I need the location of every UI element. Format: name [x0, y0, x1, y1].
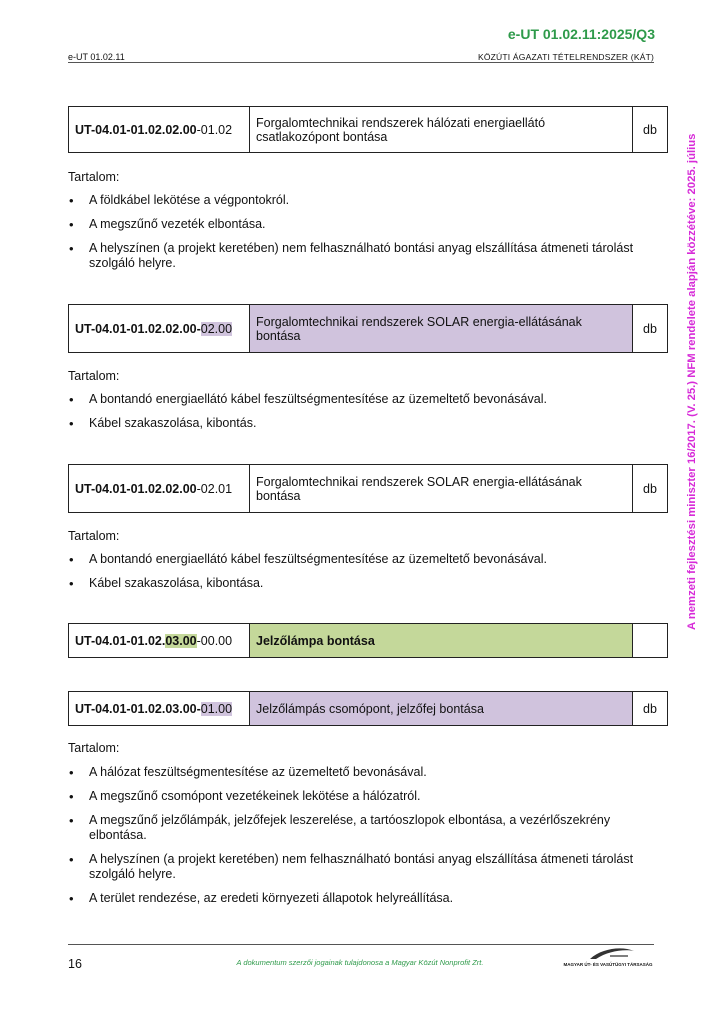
item-code: UT-04.01-01.02.02.00-01.02 [69, 107, 250, 153]
list-item: • Kábel szakaszolása, kibontás. [68, 416, 653, 431]
bullet-list [68, 552, 653, 600]
copyright-note: A dokumentum szerzői jogainak tulajdonosa a Magyar Közút Nonprofit Zrt. [236, 958, 484, 967]
item-code: UT-04.01-01.02.03.00-00.00 [69, 624, 250, 658]
content-label: Tartalom: [68, 741, 120, 755]
list-item: • A megszűnő csomópont vezetékeinek lekötése a hálózatról. [68, 789, 653, 804]
item-unit: db [633, 305, 668, 353]
item-title: Jelzőlámpás csomópont, jelzőfej bontása [250, 692, 633, 726]
content-label: Tartalom: [68, 170, 120, 184]
item-code: UT-04.01-01.02.02.00-02.00 [69, 305, 250, 353]
list-item: • A bontandó energiaellátó kábel feszültségmentesítése az üzemeltető bevonásával. [68, 392, 653, 407]
item-unit: db [633, 465, 668, 513]
header-right: KÖZÚTI ÁGAZATI TÉTELRENDSZER (KÁT) [477, 52, 654, 62]
item-table [68, 691, 668, 726]
item-unit [633, 624, 668, 658]
item-title: Forgalomtechnikai rendszerek SOLAR energia-ellátásának bontása [250, 465, 633, 513]
side-note: A nemzeti fejlesztési miniszter 16/2017. (V. 25.) NFM rendelete alapján közzétéve: 2025. július [686, 133, 698, 630]
list-item: • A helyszínen (a projekt keretében) nem felhasználható bontási anyag elszállítása átmeneti tárolást szolgáló helyre. [68, 241, 653, 271]
item-unit: db [633, 692, 668, 726]
list-item: • A hálózat feszültségmentesítése az üzemeltető bevonásával. [68, 765, 653, 780]
logo-text: MAGYAR ÚT- ÉS VASÚTÜGYI TÁRSASÁG [563, 962, 653, 967]
item-table [68, 304, 668, 353]
content-label: Tartalom: [68, 369, 120, 383]
item-table [68, 464, 668, 513]
bullet-list [68, 193, 653, 280]
item-code: UT-04.01-01.02.02.00-02.01 [69, 465, 250, 513]
item-title: Forgalomtechnikai rendszerek hálózati energiaellátó csatlakozópont bontása [250, 107, 633, 153]
item-title: Forgalomtechnikai rendszerek SOLAR energia-ellátásának bontása [250, 305, 633, 353]
document-code: e-UT 01.02.11:2025/Q3 [507, 26, 655, 42]
content-label: Tartalom: [68, 529, 120, 543]
company-logo [562, 946, 654, 970]
bullet-list [68, 392, 653, 440]
item-table [68, 623, 668, 658]
item-code: UT-04.01-01.02.03.00-01.00 [69, 692, 250, 726]
page-number: 16 [68, 957, 82, 971]
logo-swoosh-icon [562, 946, 654, 962]
list-item: • A bontandó energiaellátó kábel feszültségmentesítése az üzemeltető bevonásával. [68, 552, 653, 567]
item-title: Jelzőlámpa bontása [250, 624, 633, 658]
list-item: • A terület rendezése, az eredeti környezeti állapotok helyreállítása. [68, 891, 653, 906]
bullet-list [68, 765, 653, 915]
list-item: • A megszűnő jelzőlámpák, jelzőfejek leszerelése, a tartóoszlopok elbontása, a vezérlőszekrény elbontása. [68, 813, 653, 843]
list-item: • A megszűnő vezeték elbontása. [68, 217, 653, 232]
footer-rule [68, 944, 654, 945]
header-rule [68, 62, 654, 63]
item-unit: db [633, 107, 668, 153]
list-item: • A helyszínen (a projekt keretében) nem felhasználható bontási anyag elszállítása átmeneti tárolást szolgáló helyre. [68, 852, 653, 882]
header-left: e-UT 01.02.11 [68, 52, 125, 62]
list-item: • A földkábel lekötése a végpontokról. [68, 193, 653, 208]
list-item: • Kábel szakaszolása, kibontása. [68, 576, 653, 591]
item-table [68, 106, 668, 153]
